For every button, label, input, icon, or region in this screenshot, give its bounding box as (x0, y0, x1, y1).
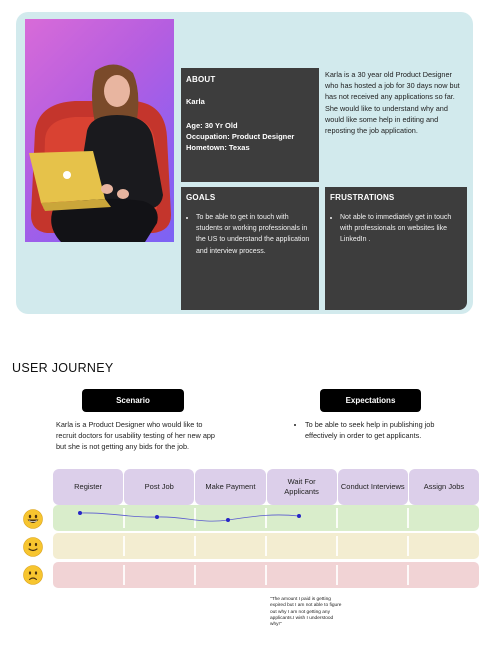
goals-heading: GOALS (186, 193, 216, 202)
stage-post-job: Post Job (124, 469, 194, 505)
persona-occupation: Occupation: Product Designer (186, 132, 295, 141)
frustrations-list (330, 212, 462, 246)
expectations-label: Expectations (320, 389, 421, 412)
about-heading: ABOUT (186, 75, 216, 84)
goals-list (186, 212, 314, 257)
stage-conduct-interviews: Conduct Interviews (338, 469, 408, 505)
persona-age: Age: 30 Yr Old (186, 121, 238, 130)
slightly-smiling-face-icon (23, 537, 43, 557)
scenario-text: Karla is a Product Designer who would like to recruit doctors for usability testing of her new app but she is not getting any bids for the job. (56, 420, 215, 451)
frustrations-box (325, 187, 467, 310)
emotion-row-sad (53, 562, 479, 588)
emotion-row-happy (53, 505, 479, 531)
grinning-face-icon (23, 509, 43, 529)
scenario-label: Scenario (82, 389, 184, 412)
persona-illustration (25, 19, 174, 242)
expectations-list (296, 419, 446, 441)
journey-stages (53, 469, 479, 505)
persona-bio: Karla is a 30 year old Product Designer who has hosted a job for 30 days now but has not received any applications so far. She would like to understand why and would like some help in editing and reposting the job application. (325, 70, 460, 136)
goals-box (181, 187, 319, 310)
persona-name: Karla (186, 97, 205, 106)
persona-facts (186, 120, 314, 153)
expectation-item: • To be able to seek help in publishing job effectively in order to get applicants. (305, 419, 446, 441)
stage-make-payment: Make Payment (195, 469, 265, 505)
persona-hometown: Hometown: Texas (186, 143, 250, 152)
frustrations-heading: FRUSTRATIONS (330, 193, 395, 202)
persona-photo (25, 19, 174, 242)
emotion-row-neutral (53, 533, 479, 559)
user-quote: "The amount I paid is getting expired but I am not able to figure out why I am not getting any applicants.I wish I understood why!" (270, 597, 342, 628)
stage-assign-jobs: Assign Jobs (409, 469, 479, 505)
frowning-face-icon (23, 565, 43, 585)
goal-item: • To be able to get in touch with students or working professionals in the US to understand the application and interview process. (196, 212, 314, 257)
frustration-item: • Not able to immediately get in touch with professionals on websites like LinkedIn . (340, 212, 462, 246)
stage-register: Register (53, 469, 123, 505)
stage-wait-for-applicants: Wait For Applicants (267, 469, 337, 505)
about-box (181, 68, 319, 182)
user-journey-title: USER JOURNEY (12, 361, 114, 375)
